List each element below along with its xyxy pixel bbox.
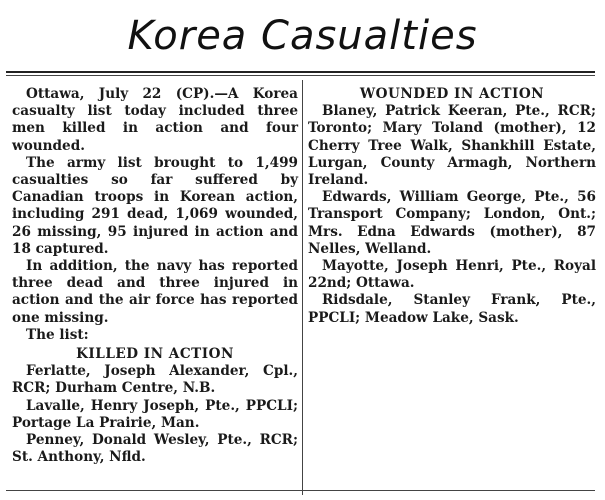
headline-rule (6, 71, 595, 73)
right-column (308, 86, 596, 327)
headline: Korea Casualties (127, 13, 478, 59)
dateline: Ottawa, July 22 (CP). (26, 86, 215, 102)
wounded-entry: Ridsdale, Stanley Frank, Pte., PPCLI; Meadow Lake, Sask. (308, 292, 596, 326)
lead-paragraph (12, 86, 298, 155)
paragraph-2: The army list brought to 1,499 casualties so far suffered by Canadian troops in Korean action, including 291 dead, 1,069 wounded, 26 missing, 95 injured in action and 18 captured. (12, 154, 298, 257)
wounded-entry: Mayotte, Joseph Henri, Pte., Royal 22nd; Ottawa. (308, 258, 596, 292)
paragraph-3: In addition, the navy has reported three dead and three injured in action and the air force has reported one missing. (12, 258, 298, 326)
wounded-entry: Blaney, Patrick Keeran, Pte., RCR; Toronto; Mary Toland (mother), 12 Cherry Tree Walk, Shankhill Estate, Lurgan, County Armagh, Northern Ireland. (308, 103, 596, 189)
headline-rule-thin (6, 75, 595, 76)
list-intro: The list: (26, 326, 89, 343)
killed-entry: Ferlatte, Joseph Alexander, Cpl., RCR; Durham Centre, N.B. (12, 363, 298, 397)
killed-heading: KILLED IN ACTION (76, 346, 234, 363)
lead-text: —A Korea casualty list today included three men killed in action and four wounded. (12, 86, 298, 154)
column-divider (302, 80, 303, 495)
wounded-entry: Edwards, William George, Pte., 56 Transport Company; London, Ont.; Mrs. Edna Edwards (mother), 87 Nelles, Welland. (308, 189, 596, 257)
killed-entry: Lavalle, Henry Joseph, Pte., PPCLI; Portage La Prairie, Man. (12, 397, 298, 431)
wounded-heading: WOUNDED IN ACTION (359, 86, 545, 102)
left-column (12, 86, 298, 466)
bottom-rule (6, 490, 595, 491)
killed-entry: Penney, Donald Wesley, Pte., RCR; St. Anthony, Nfld. (12, 432, 298, 466)
